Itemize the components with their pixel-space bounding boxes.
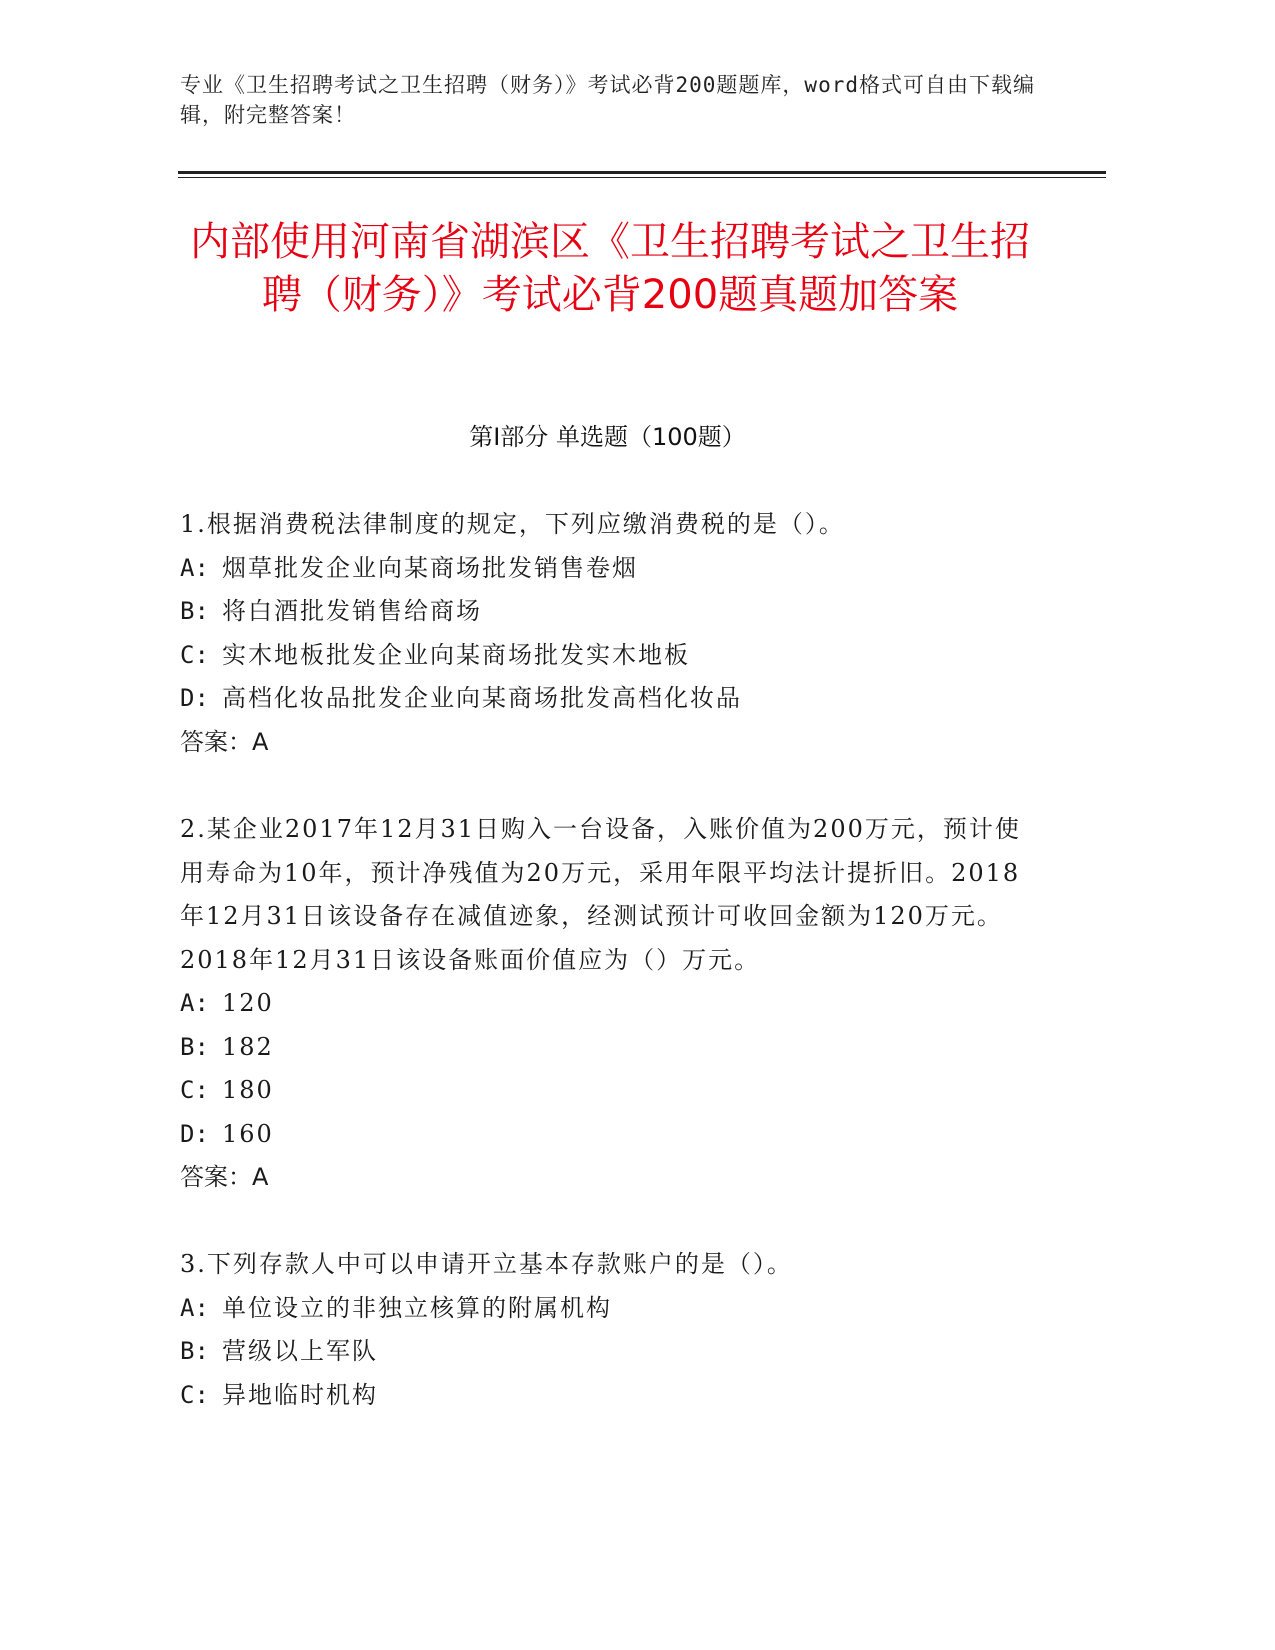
question-stem: 2.某企业2017年12月31日购入一台设备，入账价值为200万元，预计使用寿命为10年，预计净残值为20万元，采用年限平均法计提折旧。2018年12月31日该设备存在减值迹象，经测试预计可收回金额为120万元。2018年12月31日该设备账面价值应为（）万元。: [180, 815, 1021, 974]
option-letter: D:: [180, 684, 209, 712]
header-divider-thick: [178, 171, 1106, 174]
option-letter: A:: [180, 989, 209, 1017]
option-a: [180, 982, 1040, 1026]
option-a: [180, 547, 1040, 591]
option-letter: C:: [180, 640, 209, 669]
option-text: 烟草批发企业向某商场批发销售卷烟: [222, 553, 638, 582]
answer: 答案：A: [180, 727, 269, 756]
option-letter: A:: [180, 553, 209, 582]
option-letter: D:: [180, 1119, 209, 1148]
question-stem: 1.根据消费税法律制度的规定，下列应缴消费税的是（）。: [180, 510, 845, 538]
option-letter: C:: [180, 1076, 209, 1104]
option-text: 160: [222, 1119, 274, 1148]
question-stem: 3.下列存款人中可以申请开立基本存款账户的是（）。: [180, 1250, 793, 1278]
option-d: [180, 1113, 1040, 1157]
option-b: [180, 1026, 1040, 1070]
option-a: [180, 1287, 1040, 1331]
option-text: 高档化妆品批发企业向某商场批发高档化妆品: [222, 684, 742, 712]
option-letter: B:: [180, 1337, 209, 1365]
question-2: [180, 808, 1040, 1200]
option-text: 实木地板批发企业向某商场批发实木地板: [222, 640, 690, 669]
option-text: 182: [222, 1032, 274, 1061]
option-text: 180: [222, 1076, 274, 1104]
option-d: [180, 677, 1040, 721]
question-3: [180, 1243, 1040, 1417]
option-text: 将白酒批发销售给商场: [222, 597, 482, 625]
answer: 答案：A: [180, 1163, 269, 1191]
option-b: [180, 1330, 1040, 1374]
option-c: [180, 634, 1040, 678]
option-letter: A:: [180, 1293, 209, 1322]
option-c: [180, 1069, 1040, 1113]
option-text: 120: [222, 989, 274, 1017]
document-title: 内部使用河南省湖滨区《卫生招聘考试之卫生招聘（财务）》考试必背200题真题加答案: [190, 219, 1030, 318]
question-1: [180, 503, 1040, 764]
option-letter: B:: [180, 597, 209, 625]
header-note: 专业《卫生招聘考试之卫生招聘（财务）》考试必背200题题库，word格式可自由下载编辑，附完整答案！: [180, 73, 1035, 127]
option-b: [180, 590, 1040, 634]
option-letter: B:: [180, 1032, 209, 1061]
header-divider-thin: [178, 177, 1106, 178]
option-text: 单位设立的非独立核算的附属机构: [222, 1293, 612, 1322]
option-c: [180, 1374, 1040, 1418]
option-text: 异地临时机构: [222, 1380, 378, 1409]
section-heading: 第I部分 单选题（100题）: [469, 423, 746, 451]
option-text: 营级以上军队: [222, 1337, 378, 1365]
option-letter: C:: [180, 1380, 209, 1409]
